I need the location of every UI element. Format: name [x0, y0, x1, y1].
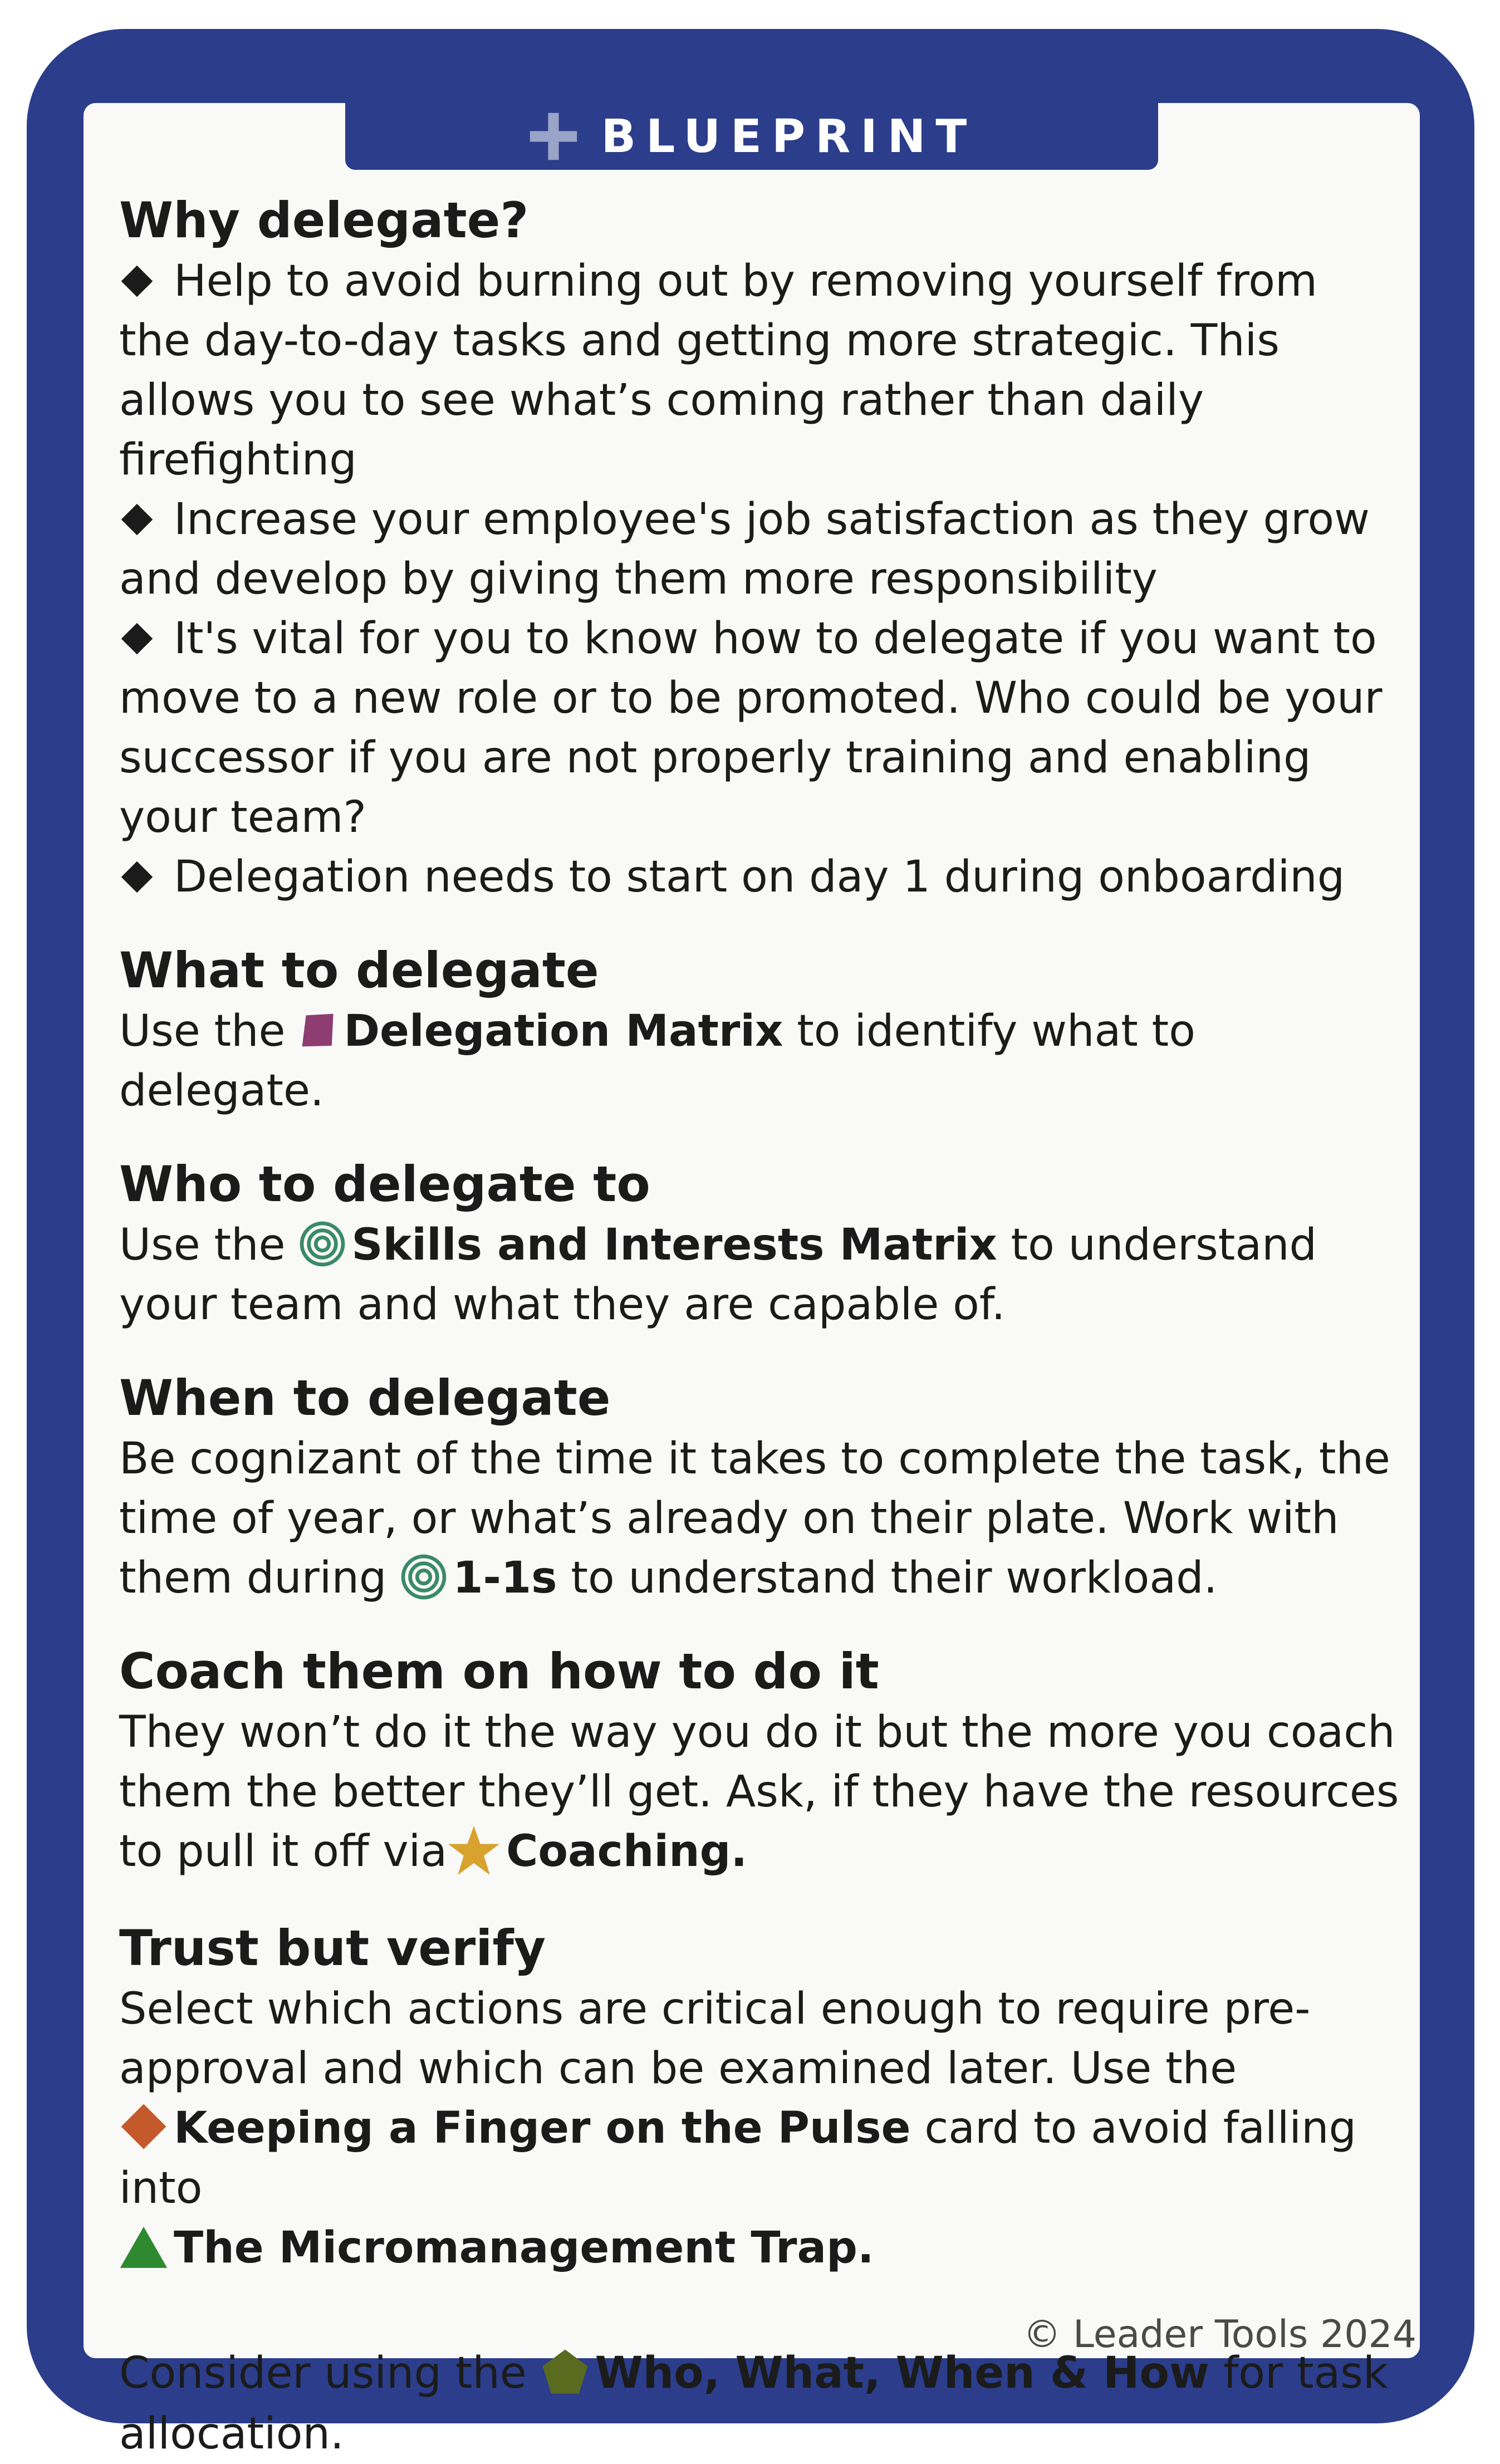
content — [119, 189, 1400, 2464]
finger-on-pulse-link[interactable]: Keeping a Finger on the Pulse — [174, 2103, 911, 2153]
bullet-4: Delegation needs to start on day 1 during onboarding — [119, 848, 1400, 907]
coaching-link[interactable]: Coaching. — [506, 1826, 748, 1877]
bullet-diamond-icon — [121, 265, 153, 297]
diamond-icon — [119, 2102, 168, 2151]
coach-section: Coach them on how to do it They won’t do it the way you do it but the more you coach them the better they’ll get. Ask, if they have the resources to pull it off via Coaching. — [119, 1640, 1400, 1885]
what-heading: What to delegate — [119, 942, 599, 999]
bullet-2: Increase your employee's job satisfaction as they grow and develop by giving them more responsibility — [119, 494, 1370, 604]
plus-icon — [527, 110, 580, 163]
header-title: BLUEPRINT — [601, 110, 977, 163]
triangle-icon — [119, 2225, 168, 2269]
header-tab — [345, 103, 1158, 170]
copyright: © Leader Tools 2024 — [1023, 2313, 1416, 2357]
delegation-matrix-link[interactable]: Delegation Matrix — [344, 1006, 783, 1056]
bullet-1: Help to avoid burning out by removing yourself from the day-to-day tasks and getting more strategic. This allows you to see what’s coming rather than daily firefighting — [119, 256, 1317, 485]
pentagon-icon — [541, 2348, 590, 2397]
consider-section: Consider using the Who, What, When & How for task allocation. — [119, 2348, 1389, 2459]
when-section: When to delegate Be cognizant of the time it takes to complete the task, the time of year, or what’s already on their plate. Work with them during 1-1s to understand their workload. — [119, 1367, 1400, 1608]
what-section: What to delegate Use the Delegation Matrix to identify what to delegate. — [119, 939, 1400, 1121]
bullet-diamond-icon — [121, 623, 153, 654]
why-heading: Why delegate? — [119, 192, 529, 249]
bullet-3: It's vital for you to know how to delegate if you want to move to a new role or to be promoted. Who could be your successor if you are not properly training and enabling your team? — [119, 614, 1383, 842]
bullet-diamond-icon — [121, 861, 153, 893]
coach-heading: Coach them on how to do it — [119, 1643, 879, 1700]
one-on-ones-link[interactable]: 1-1s — [453, 1553, 557, 1603]
star-icon — [447, 1824, 501, 1877]
trust-heading: Trust but verify — [119, 1919, 546, 1977]
spiral-icon — [299, 1221, 346, 1267]
when-heading: When to delegate — [119, 1369, 611, 1427]
trust-section: Trust but verify Select which actions are critical enough to require pre-approval and which can be examined later. Use the Keeping a Finger on the Pulse card to avoid falling into The Micromanagement Trap. — [119, 1917, 1400, 2279]
bullet-diamond-icon — [121, 503, 153, 535]
spiral-icon — [400, 1554, 447, 1600]
who-heading: Who to delegate to — [119, 1155, 650, 1213]
who-what-when-how-link[interactable]: Who, What, When & How — [595, 2348, 1210, 2399]
skills-interests-matrix-link[interactable]: Skills and Interests Matrix — [351, 1220, 997, 1270]
who-section: Who to delegate to Use the Skills and Interests Matrix to understand your team and what they are capable of. — [119, 1153, 1400, 1335]
square-icon — [299, 1011, 338, 1050]
micromanagement-trap-link[interactable]: The Micromanagement Trap. — [174, 2223, 874, 2274]
